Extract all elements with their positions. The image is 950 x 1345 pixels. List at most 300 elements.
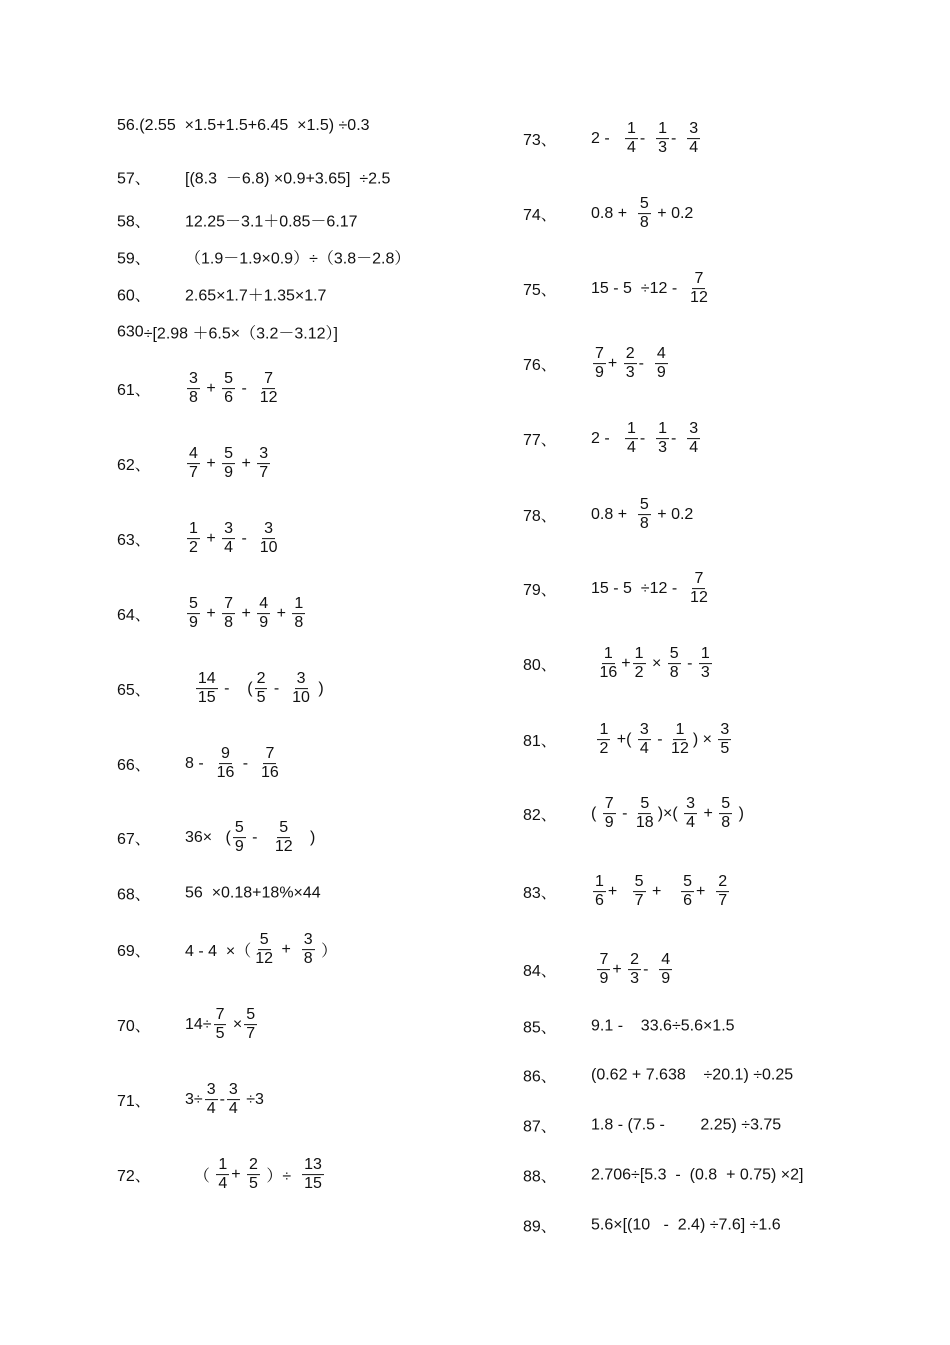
- expression-text: [591, 961, 595, 979]
- problem-row: [523, 721, 733, 759]
- problem-row: [117, 520, 282, 558]
- fraction: [216, 1156, 229, 1194]
- problem-number: 82、: [523, 807, 557, 825]
- expression-text: （1.9－1.9×0.9）÷（3.8－2.8）: [185, 250, 411, 268]
- problem-row: [523, 570, 712, 608]
- expression-text: -: [639, 430, 655, 447]
- expression-text: +: [695, 883, 715, 900]
- fraction: [187, 370, 200, 408]
- problem-expression: [185, 166, 390, 189]
- problem-row: [523, 120, 702, 158]
- problem-number: 62、: [117, 457, 151, 475]
- expression-text: 2.65×1.7＋1.35×1.7: [185, 287, 327, 305]
- fraction-denominator: 9: [259, 614, 269, 632]
- fraction-denominator: 4: [627, 439, 636, 457]
- problem-number: 89、: [523, 1218, 557, 1236]
- expression-text: +: [607, 883, 631, 900]
- fraction: [638, 721, 651, 759]
- fraction-numerator: 1: [602, 645, 615, 664]
- fraction: [699, 645, 712, 683]
- fraction-denominator: 12: [274, 838, 293, 856]
- problem-row: [523, 1164, 803, 1187]
- fraction: [624, 345, 637, 383]
- problem-number: 56.: [117, 117, 140, 134]
- problem-expression: [185, 1081, 264, 1119]
- problem-expression: [185, 209, 358, 232]
- fraction: [597, 951, 610, 989]
- problem-row: [523, 270, 712, 308]
- fraction: [222, 595, 235, 633]
- expression-text: 2 -: [591, 130, 624, 147]
- fraction-denominator: 9: [599, 970, 609, 988]
- fraction-denominator: 4: [639, 740, 649, 758]
- fraction-numerator: 4: [659, 951, 672, 970]
- expression-text: - (: [219, 680, 253, 697]
- fraction-numerator: 3: [295, 670, 308, 689]
- fraction-numerator: 3: [687, 420, 700, 439]
- problem-number: 88、: [523, 1168, 557, 1186]
- expression-text: 9.1 - 33.6÷5.6×1.5: [591, 1017, 735, 1034]
- expression-text: 15 - 5 ÷12 -: [591, 580, 687, 597]
- fraction: [187, 595, 200, 633]
- expression-text: +: [201, 455, 221, 472]
- problem-expression: [185, 445, 272, 483]
- expression-text: 0.8 +: [591, 506, 636, 523]
- expression-text: ÷3: [241, 1091, 264, 1108]
- fraction-numerator: 3: [257, 445, 270, 464]
- fraction-denominator: 7: [189, 464, 198, 482]
- fraction: [719, 795, 732, 833]
- fraction: [292, 595, 305, 633]
- expression-text: +: [699, 805, 718, 822]
- expression-text: 56 ×0.18+18%×44: [185, 884, 321, 901]
- fraction: [656, 120, 669, 158]
- fraction: [258, 520, 280, 558]
- problem-row: [117, 882, 321, 905]
- expression-text: -: [643, 961, 658, 978]
- fraction-numerator: 3: [302, 931, 315, 950]
- fraction-numerator: 5: [638, 496, 651, 515]
- fraction: [255, 670, 268, 708]
- fraction-denominator: 4: [228, 1100, 238, 1118]
- fraction-numerator: 7: [262, 370, 275, 389]
- problem-row: [117, 1006, 259, 1044]
- fraction-denominator: 8: [639, 515, 649, 533]
- expression-text: -: [269, 680, 289, 697]
- expression-text: -: [682, 655, 697, 672]
- expression-text: [(8.3 －6.8) ×0.9+3.65] ÷2.5: [185, 170, 391, 188]
- problem-number: 80、: [523, 657, 557, 675]
- fraction: [603, 795, 616, 833]
- fraction-denominator: 3: [658, 439, 668, 457]
- expression-text: + 0.2: [652, 205, 694, 222]
- fraction-numerator: 1: [597, 721, 610, 740]
- fraction-numerator: 2: [716, 873, 729, 892]
- problem-row: [117, 1156, 326, 1194]
- problem-number: 630: [117, 323, 144, 340]
- fraction-numerator: 1: [216, 1156, 229, 1175]
- fraction-numerator: 1: [187, 520, 200, 539]
- expression-text: +: [237, 455, 256, 472]
- expression-text: ）: [316, 943, 338, 961]
- fraction-numerator: 3: [718, 721, 731, 740]
- problem-expression: [591, 420, 702, 458]
- fraction: [633, 873, 646, 911]
- fraction: [718, 721, 731, 759]
- problem-expression: [185, 370, 282, 408]
- fraction-numerator: 7: [692, 270, 705, 289]
- problem-expression: [591, 270, 712, 308]
- problem-number: 57、: [117, 170, 151, 188]
- expression-text: [185, 680, 194, 698]
- problem-expression: [591, 496, 693, 534]
- expression-text: (0.62 + 7.638 ÷20.1) ÷0.25: [591, 1066, 794, 1083]
- fraction-denominator: 12: [690, 289, 708, 307]
- problem-row: [523, 873, 731, 911]
- problem-row: [117, 370, 282, 408]
- problem-row: [117, 670, 324, 708]
- fraction-denominator: 16: [216, 764, 235, 782]
- fraction-numerator: 5: [222, 370, 235, 389]
- expression-text: ×: [647, 655, 666, 672]
- expression-text: -: [247, 829, 271, 846]
- problem-row: [523, 345, 670, 383]
- expression-text: 4 - 4 ×（: [185, 943, 252, 961]
- problem-row: [117, 209, 358, 232]
- fraction-numerator: 5: [187, 595, 200, 614]
- fraction-denominator: 2: [599, 740, 609, 758]
- fraction-numerator: 5: [233, 819, 246, 838]
- expression-text: (2.55 ×1.5+1.5+6.45 ×1.5) ÷0.3: [139, 117, 370, 134]
- fraction-numerator: 7: [692, 570, 705, 589]
- fraction-denominator: 10: [259, 539, 278, 557]
- fraction: [205, 1081, 218, 1119]
- fraction-denominator: 4: [206, 1100, 216, 1118]
- fraction-numerator: 1: [625, 420, 638, 439]
- problem-expression: [591, 795, 744, 833]
- problem-expression: [185, 246, 410, 269]
- expression-text: [591, 655, 595, 673]
- problem-expression: [591, 873, 731, 911]
- problem-number: 71、: [117, 1093, 151, 1111]
- problem-row: [117, 931, 337, 969]
- problem-expression: [591, 645, 714, 683]
- fraction: [215, 745, 237, 783]
- fraction-numerator: 5: [638, 195, 651, 214]
- fraction-numerator: 3: [227, 1081, 240, 1100]
- fraction-denominator: 8: [189, 389, 198, 407]
- problem-row: [117, 1081, 264, 1119]
- fraction-denominator: 6: [224, 389, 234, 407]
- fraction: [593, 345, 606, 383]
- problem-expression: [185, 1006, 259, 1044]
- problem-row: [523, 420, 702, 458]
- problem-expression: [185, 884, 321, 902]
- fraction-denominator: 9: [604, 814, 614, 832]
- expression-text: -: [617, 805, 632, 822]
- fraction: [233, 819, 246, 857]
- expression-text: -: [237, 380, 256, 397]
- problem-number: 76、: [523, 357, 557, 375]
- problem-number: 74、: [523, 207, 557, 225]
- fraction-denominator: 4: [627, 139, 636, 157]
- problem-number: 77、: [523, 432, 557, 450]
- problem-row: [523, 951, 674, 989]
- expression-text: -: [639, 130, 655, 147]
- problem-expression: [185, 283, 326, 306]
- problem-number: 81、: [523, 733, 557, 751]
- expression-text: 3÷: [185, 1091, 203, 1108]
- fraction: [597, 645, 619, 683]
- problem-expression: [591, 1017, 735, 1035]
- fraction-denominator: 9: [661, 970, 671, 988]
- expression-text: +: [647, 883, 680, 900]
- fraction-numerator: 4: [257, 595, 270, 614]
- fraction-numerator: 7: [214, 1006, 227, 1025]
- fraction: [290, 670, 312, 708]
- problem-number: 84、: [523, 963, 557, 981]
- expression-text: 1.8 - (7.5 - 2.25) ÷3.75: [591, 1116, 782, 1133]
- fraction: [257, 595, 270, 633]
- fraction-numerator: 5: [668, 645, 681, 664]
- problem-expression: [185, 520, 282, 558]
- expression-text: 0.8 +: [591, 205, 636, 222]
- expression-text: ) ×: [692, 731, 717, 748]
- fraction-denominator: 8: [639, 214, 649, 232]
- fraction-numerator: 13: [302, 1156, 324, 1175]
- expression-text: -: [652, 731, 668, 748]
- fraction-denominator: 2: [189, 539, 198, 557]
- fraction: [302, 931, 315, 969]
- problem-expression: [139, 117, 369, 135]
- problem-row: [523, 496, 693, 534]
- fraction-numerator: 2: [628, 951, 641, 970]
- fraction-denominator: 4: [689, 439, 699, 457]
- fraction-numerator: 14: [196, 670, 218, 689]
- fraction-numerator: 5: [222, 445, 235, 464]
- fraction-denominator: 3: [700, 664, 710, 682]
- problem-number: 60、: [117, 287, 151, 305]
- fraction-denominator: 8: [224, 614, 234, 632]
- expression-text: -: [219, 1091, 225, 1108]
- fraction: [638, 195, 651, 233]
- fraction-numerator: 3: [262, 520, 275, 539]
- fraction-denominator: 9: [224, 464, 234, 482]
- fraction-denominator: 16: [599, 664, 618, 682]
- fraction-denominator: 7: [718, 892, 728, 910]
- fraction: [222, 445, 235, 483]
- expression-text: +: [237, 605, 256, 622]
- fraction-denominator: 4: [686, 814, 696, 832]
- expression-text: +: [607, 355, 622, 372]
- fraction-denominator: 8: [669, 664, 679, 682]
- fraction-denominator: 3: [625, 364, 635, 382]
- fraction-numerator: 5: [638, 795, 651, 814]
- problem-number: 59、: [117, 250, 151, 268]
- fraction-denominator: 9: [656, 364, 666, 382]
- fraction: [302, 1156, 324, 1194]
- expression-text: +: [201, 530, 221, 547]
- problem-expression: [591, 570, 712, 608]
- expression-text: +(: [612, 731, 636, 748]
- fraction: [688, 270, 710, 308]
- problem-expression: [591, 951, 674, 989]
- problem-number: 61、: [117, 382, 151, 400]
- problem-expression: [591, 345, 670, 383]
- fraction-numerator: 3: [187, 370, 200, 389]
- problem-row: [523, 1114, 781, 1137]
- expression-text: -: [638, 355, 653, 372]
- fraction: [597, 721, 610, 759]
- fraction-numerator: 1: [625, 120, 638, 139]
- expression-text: + 0.2: [652, 506, 694, 523]
- problem-number: 75、: [523, 282, 557, 300]
- fraction: [222, 370, 235, 408]
- problem-row: [117, 745, 283, 783]
- fraction-denominator: 5: [215, 1025, 225, 1043]
- fraction-denominator: 6: [683, 892, 692, 910]
- problem-number: 87、: [523, 1118, 557, 1136]
- problem-row: [117, 117, 370, 135]
- fraction-numerator: 9: [219, 745, 232, 764]
- expression-text: ÷[2.98 ＋6.5×（3.2－3.12）]: [143, 325, 338, 343]
- fraction: [638, 496, 651, 534]
- problem-row: [117, 283, 326, 306]
- problem-number: 86、: [523, 1068, 557, 1086]
- fraction-denominator: 15: [304, 1175, 322, 1193]
- expression-text: ): [313, 680, 324, 697]
- fraction-denominator: 12: [255, 950, 274, 968]
- problem-number: 67、: [117, 831, 151, 849]
- fraction-numerator: 7: [222, 595, 235, 614]
- fraction: [633, 645, 646, 683]
- problem-number: 78、: [523, 508, 557, 526]
- fraction: [273, 819, 295, 857]
- fraction: [656, 420, 669, 458]
- fraction-numerator: 5: [633, 873, 646, 892]
- expression-text: -: [671, 430, 686, 447]
- fraction-numerator: 5: [277, 819, 290, 838]
- fraction-denominator: 18: [635, 814, 654, 832]
- fraction-numerator: 3: [638, 721, 651, 740]
- problem-expression: [591, 1116, 781, 1134]
- problem-expression: [591, 195, 693, 233]
- problem-expression: [185, 670, 324, 708]
- problem-expression: [185, 745, 283, 783]
- fraction: [187, 445, 200, 483]
- expression-text: ): [734, 805, 744, 822]
- fraction-numerator: 5: [244, 1006, 257, 1025]
- problem-expression: [591, 1066, 793, 1084]
- fraction: [668, 645, 681, 683]
- fraction-denominator: 9: [595, 364, 604, 382]
- problem-number: 66、: [117, 757, 151, 775]
- problem-expression: [185, 1156, 326, 1194]
- fraction: [669, 721, 691, 759]
- expression-text: -: [238, 755, 258, 772]
- problem-row: [117, 321, 338, 344]
- fraction-denominator: 9: [189, 614, 198, 632]
- fraction: [655, 345, 668, 383]
- expression-text: +: [231, 1166, 246, 1183]
- problem-row: [117, 166, 390, 189]
- problem-number: 68、: [117, 886, 151, 904]
- expression-text: +: [612, 961, 627, 978]
- fraction-numerator: 1: [633, 645, 646, 664]
- problem-number: 63、: [117, 532, 151, 550]
- expression-text: ×: [228, 1016, 243, 1033]
- fraction: [688, 570, 710, 608]
- fraction: [634, 795, 656, 833]
- fraction: [659, 951, 672, 989]
- expression-text: 2 -: [591, 430, 624, 447]
- problem-row: [523, 645, 714, 683]
- fraction: [625, 120, 638, 158]
- problem-number: 65、: [117, 682, 151, 700]
- problem-row: [523, 195, 693, 233]
- problem-expression: [591, 1216, 781, 1234]
- problem-expression: [185, 819, 315, 857]
- fraction-numerator: 2: [624, 345, 637, 364]
- fraction-numerator: 1: [292, 595, 305, 614]
- problem-number: 72、: [117, 1168, 151, 1186]
- fraction-numerator: 5: [258, 931, 271, 950]
- expression-text: +: [621, 655, 631, 672]
- fraction-denominator: 7: [246, 1025, 256, 1043]
- problem-expression: [591, 120, 702, 158]
- fraction-numerator: 5: [719, 795, 732, 814]
- fraction: [684, 795, 697, 833]
- fraction: [681, 873, 694, 911]
- fraction-denominator: 4: [218, 1175, 228, 1193]
- fraction-numerator: 3: [684, 795, 697, 814]
- fraction: [257, 445, 270, 483]
- fraction-numerator: 3: [222, 520, 235, 539]
- problem-expression: [185, 931, 337, 969]
- expression-text: 36× (: [185, 829, 231, 846]
- problem-number: 58、: [117, 213, 151, 231]
- problem-row: [117, 445, 272, 483]
- expression-text: +: [201, 605, 221, 622]
- problem-row: [523, 1064, 793, 1087]
- problem-number: 73、: [523, 132, 557, 150]
- problem-row: [523, 1214, 781, 1237]
- problem-number: 85、: [523, 1019, 557, 1037]
- fraction: [214, 1006, 227, 1044]
- fraction: [716, 873, 729, 911]
- fraction-denominator: 16: [261, 764, 279, 782]
- problem-number: 79、: [523, 582, 557, 600]
- problem-number: 69、: [117, 943, 151, 961]
- expression-text: 12.25－3.1＋0.85－6.17: [185, 213, 358, 231]
- fraction-numerator: 4: [187, 445, 200, 464]
- problem-row: [117, 246, 410, 269]
- fraction: [247, 1156, 260, 1194]
- fraction-numerator: 7: [593, 345, 606, 364]
- fraction-denominator: 5: [256, 689, 266, 707]
- problem-row: [117, 595, 307, 633]
- fraction-denominator: 4: [689, 139, 699, 157]
- expression-text: 8 -: [185, 755, 213, 772]
- fraction-numerator: 1: [673, 721, 686, 740]
- fraction-numerator: 1: [699, 645, 712, 664]
- fraction-numerator: 1: [593, 873, 606, 892]
- fraction-denominator: 10: [292, 689, 310, 707]
- fraction: [259, 745, 281, 783]
- fraction-denominator: 5: [249, 1175, 258, 1193]
- fraction: [687, 420, 700, 458]
- fraction-denominator: 8: [294, 614, 304, 632]
